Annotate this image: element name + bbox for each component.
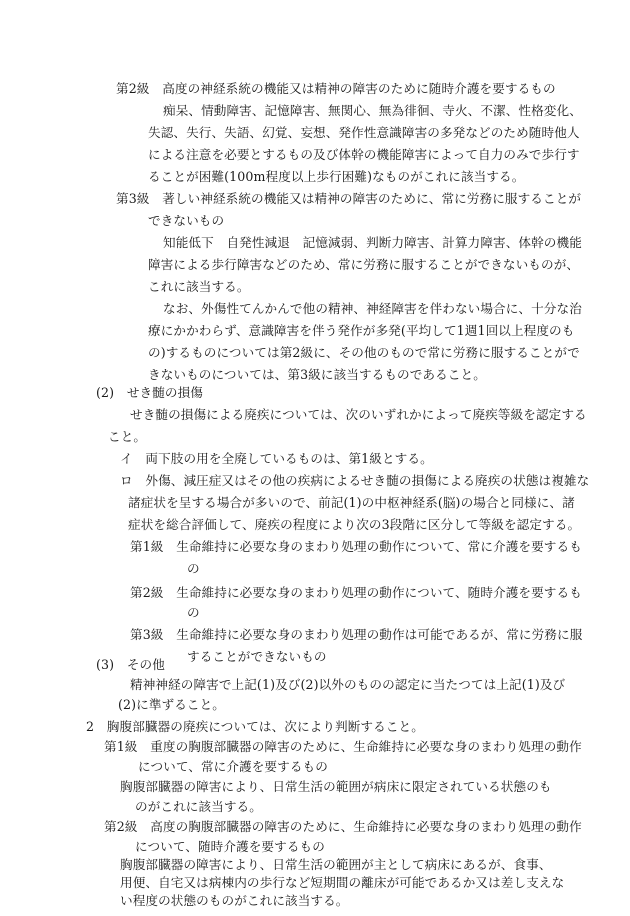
text-line: することができないもの: [187, 649, 327, 664]
text-line: について、随時介護を要するもの: [135, 839, 325, 854]
text-line: 用便、自宅又は病棟内の歩行など短期間の離床が可能であるか又は差し支えな: [120, 875, 565, 890]
section-heading: (2) せき髄の損傷: [96, 385, 203, 400]
text-line: の: [187, 561, 200, 576]
text-line: なお、外傷性てんかんで他の精神、神経障害を伴わない場合に、十分な治: [163, 301, 582, 316]
text-line: きないものについては、第3級に該当するものであること。: [148, 367, 486, 382]
text-line: の)するものについては第2級に、その他のもので常に労務に服することがで: [148, 345, 580, 360]
text-line: ロ 外傷、減圧症又はその他の疾病によるせき髄の損傷による廃疾の状態は複雑な: [120, 473, 590, 488]
text-line: 第3級 生命維持に必要な身のまわり処理の動作は可能であるが、常に労務に服: [130, 627, 583, 642]
text-line: について、常に介護を要するもの: [138, 759, 328, 774]
text-line: 諸症状を呈する場合が多いので、前記(1)の中枢神経系(脳)の場合と同様に、諸: [128, 495, 575, 510]
text-line: 第2級 高度の神経系統の機能又は精神の障害のために随時介護を要するもの: [116, 81, 556, 96]
text-line: の: [187, 605, 200, 620]
text-line: のがこれに該当する。: [135, 799, 262, 814]
text-line: こと。: [108, 429, 147, 444]
text-line: 第2級 高度の胸腹部臓器の障害のために、生命維持に必要な身のまわり処理の動作: [104, 819, 582, 834]
text-line: 第1級 生命維持に必要な身のまわり処理の動作について、常に介護を要するも: [130, 539, 582, 554]
text-line: できないもの: [148, 213, 225, 228]
text-line: 療にかかわらず、意識障害を伴う発作が多発(平均して1週1回以上程度のも: [148, 323, 575, 338]
text-line: (2)に準ずること。: [118, 697, 225, 712]
text-line: 症状を総合評価して、廃疾の程度により次の3段階に区分して等級を認定する。: [128, 517, 581, 532]
text-line: い程度の状態のものがこれに該当する。: [120, 893, 349, 908]
text-line: これに該当する。: [148, 279, 250, 294]
section-heading: 2 胸腹部臓器の廃疾については、次により判断すること。: [86, 719, 424, 734]
text-line: 胸腹部臓器の障害により、日常生活の範囲が病床に限定されている状態のも: [120, 779, 552, 794]
text-line: 胸腹部臓器の障害により、日常生活の範囲が主として病床にあるが、食事、: [120, 857, 552, 872]
text-line: せき髄の損傷による廃疾については、次のいずれかによって廃疾等級を認定する: [130, 407, 587, 422]
text-line: 失認、失行、失語、幻覚、妄想、発作性意識障害の多発などのため随時他人: [148, 125, 580, 140]
text-line: 痴呆、情動障害、記憶障害、無関心、無為徘徊、寺火、不潔、性格変化、: [163, 103, 582, 118]
text-line: 知能低下 自発性減退 記憶減弱、判断力障害、計算力障害、体幹の機能: [163, 235, 582, 250]
text-line: ることが困難(100m程度以上歩行困難)なものがこれに該当する。: [148, 169, 525, 184]
section-heading: (3) その他: [96, 657, 165, 672]
text-line: 第2級 生命維持に必要な身のまわり処理の動作について、随時介護を要するも: [130, 585, 582, 600]
text-line: 精神神経の障害で上記(1)及び(2)以外のものの認定に当たつては上記(1)及び: [130, 677, 566, 692]
text-line: 第3級 著しい神経系統の機能又は精神の障害のために、常に労務に服することが: [116, 191, 582, 206]
text-line: による注意を必要とするもの及び体幹の機能障害によって自力のみで歩行す: [148, 147, 580, 162]
text-line: 第1級 重度の胸腹部臓器の障害のために、生命維持に必要な身のまわり処理の動作: [104, 739, 582, 754]
text-line: 障害による歩行障害などのため、常に労務に服することができないものが、: [148, 257, 580, 272]
text-line: イ 両下肢の用を全廃しているものは、第1級とする。: [120, 451, 433, 466]
